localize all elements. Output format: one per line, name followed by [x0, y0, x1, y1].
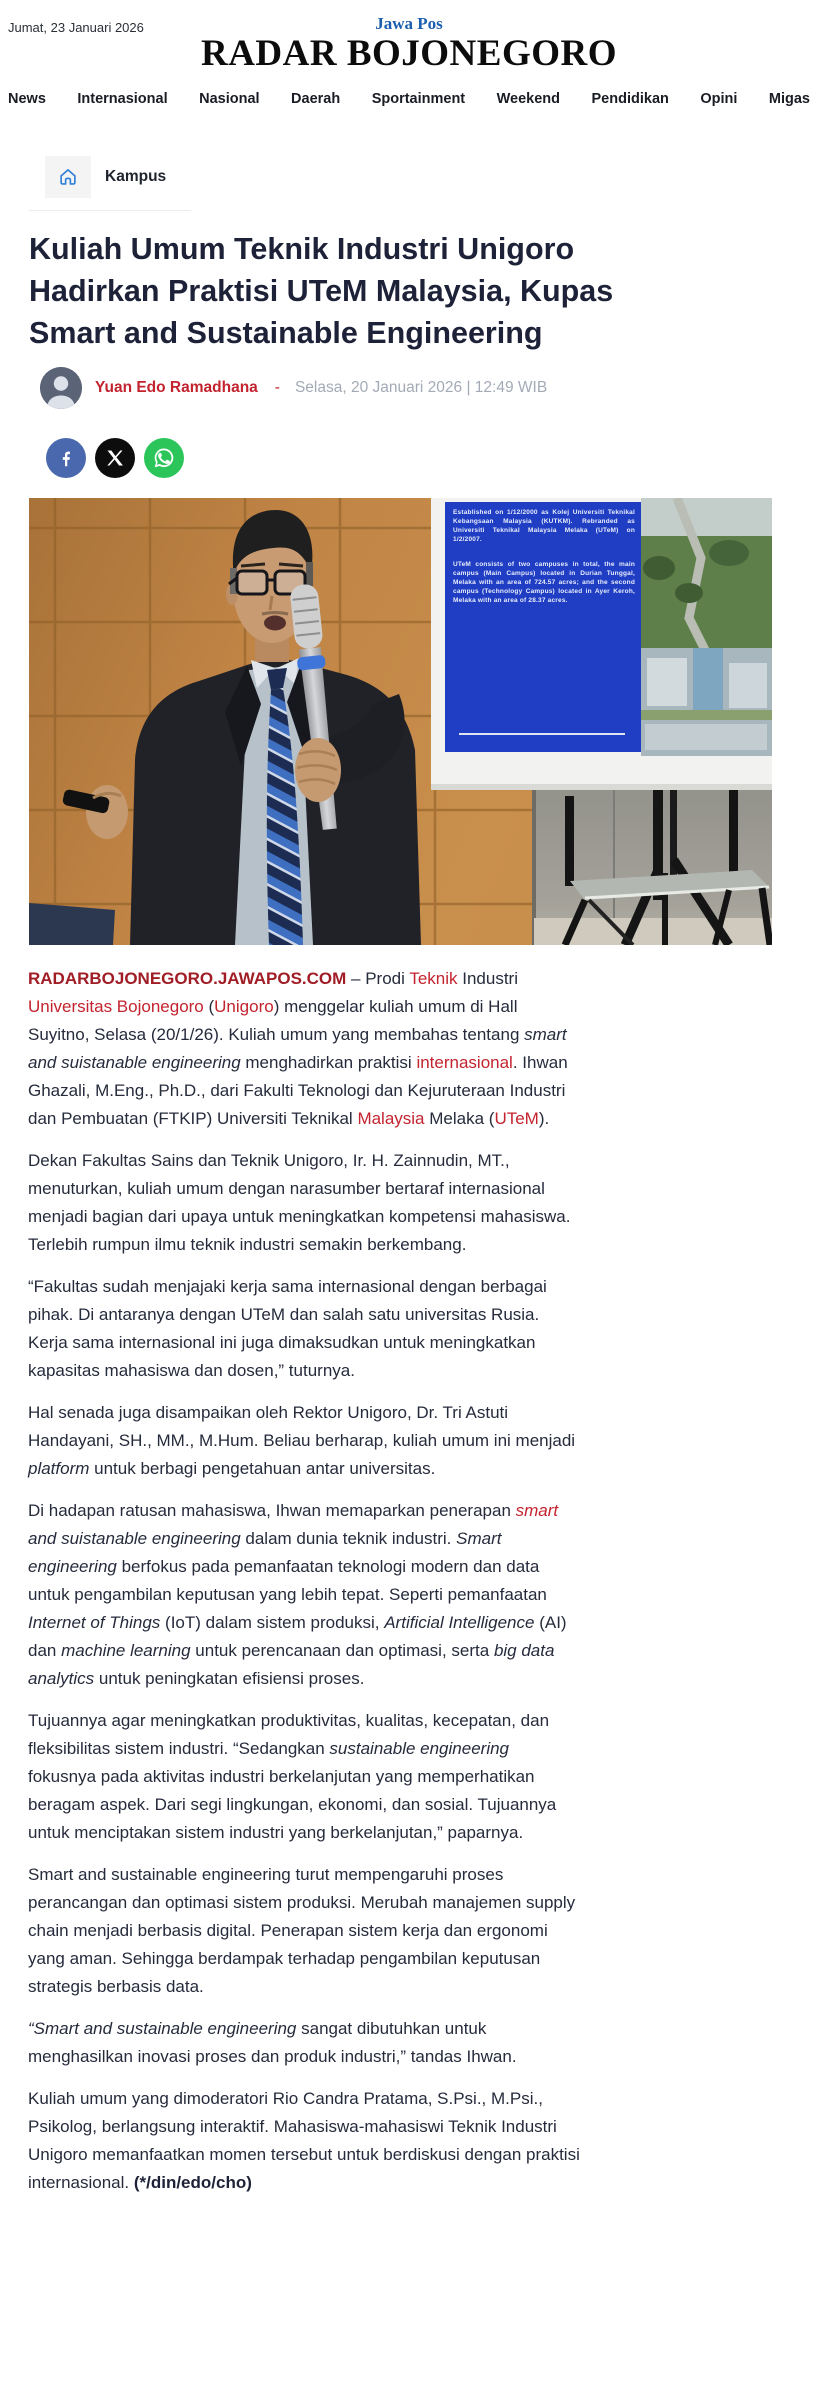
text-segment: “Smart and sustainable engineering — [28, 2019, 297, 2038]
text-segment: menghadirkan praktisi — [240, 1053, 417, 1072]
article-body — [28, 965, 580, 2197]
text-segment: Hal senada juga disampaikan oleh Rektor Unigoro, Dr. Tri Astuti Handayani, SH., MM., M.Hum. Beliau berharap, kuliah umum ini menjadi — [28, 1403, 576, 1450]
text-segment: ( — [203, 997, 215, 1016]
text-segment: fokusnya pada aktivitas industri berkelanjutan yang memperhatikan beragam aspek. Dari segi lingkungan, ekonomi, dan sosial. Tujuannya untuk menciptakan sistem industri yang berkelanjutan,” paparnya. — [28, 1767, 557, 1842]
text-segment: Dekan Fakultas Sains dan Teknik Unigoro, Ir. H. Zainnudin, MT., menuturkan, kuliah umum dengan narasumber bertaraf internasional menjadi bagian dari upaya untuk meningkatkan kompetensi mahasiswa. Terlebih rumpun ilmu teknik industri semakin berkembang. — [28, 1151, 571, 1254]
nav-item-internasional[interactable]: Internasional — [77, 91, 168, 107]
nav-item-sportainment[interactable]: Sportainment — [371, 91, 466, 107]
author-row — [40, 367, 818, 409]
share-whatsapp-button[interactable] — [144, 438, 184, 478]
article-title — [29, 228, 789, 354]
article-paragraph — [28, 1273, 580, 1385]
text-segment: . Ihwan Ghazali, M.Eng., Ph.D., dari Fakulti Teknologi dan Kejuruteraan Industri dan Pembuatan (FTKIP) Universiti Teknikal — [28, 1053, 568, 1128]
article-paragraph — [28, 1707, 580, 1847]
inline-link[interactable]: internasional — [416, 1053, 513, 1072]
article-paragraph — [28, 1861, 580, 2001]
current-date: Jumat, 23 Januari 2026 — [8, 20, 144, 35]
article-image — [29, 498, 772, 945]
home-button[interactable] — [45, 156, 91, 198]
text-segment: platform — [28, 1459, 90, 1478]
article-paragraph — [28, 2085, 580, 2197]
title-line-2: Hadirkan Praktisi UTeM Malaysia, Kupas — [29, 274, 614, 308]
breadcrumb-category[interactable]: Kampus — [105, 168, 167, 185]
slide-paragraph-2: UTeM consists of two campuses in total, the main campus (Main Campus) located in Durian Tunggal, Melaka with an area of 724.57 acres; and the second campus (Technology Campus) located in Ayer Keroh, Melaka with an area of 28.37 acres. — [453, 561, 635, 604]
text-segment: untuk peningkatan efisiensi proses. — [94, 1669, 365, 1688]
inline-link[interactable]: smart — [515, 1501, 559, 1520]
text-segment: untuk berbagi pengetahuan antar universitas. — [89, 1459, 436, 1478]
text-segment: smart and suistanable engineering — [28, 1025, 567, 1072]
share-x-button[interactable] — [95, 438, 135, 478]
author-name[interactable]: Yuan Edo Ramadhana — [95, 379, 258, 396]
title-line-3: Smart and Sustainable Engineering — [29, 316, 543, 350]
avatar — [40, 367, 82, 409]
brand-radar-bojonegoro[interactable]: RADAR BOJONEGORO — [200, 33, 618, 74]
nav-item-news[interactable]: News — [8, 91, 46, 107]
nav-item-migas[interactable]: Migas — [768, 91, 810, 107]
whatsapp-icon — [152, 446, 176, 470]
text-segment: Artificial Intelligence — [384, 1613, 535, 1632]
nav-item-weekend[interactable]: Weekend — [496, 91, 561, 107]
text-segment: big data analytics — [28, 1641, 555, 1688]
article-paragraph — [28, 2015, 580, 2071]
text-segment: (IoT) dalam sistem produksi, — [160, 1613, 385, 1632]
text-segment: and suistanable engineering — [28, 1529, 241, 1548]
inline-link[interactable]: Malaysia — [357, 1109, 425, 1128]
text-segment: “Fakultas sudah menjajaki kerja sama internasional dengan berbagai pihak. Di antaranya dengan UTeM dan salah satu universitas Rusia. Kerja sama internasional ini juga dimaksudkan untuk meningkatkan kapasitas mahasiswa dan dosen,” tuturnya. — [28, 1277, 547, 1380]
text-segment: (*/din/edo/cho) — [133, 2173, 252, 2192]
nav-item-opini[interactable]: Opini — [700, 91, 738, 107]
text-segment: Di hadapan ratusan mahasiswa, Ihwan memaparkan penerapan — [28, 1501, 516, 1520]
nav-item-nasional[interactable]: Nasional — [199, 91, 260, 107]
main-nav — [0, 90, 818, 108]
text-segment: ) menggelar kuliah umum di Hall Suyitno, Selasa (20/1/26). Kuliah umum yang membahas tentang — [28, 997, 525, 1044]
share-row — [46, 438, 818, 478]
text-segment: sangat dibutuhkan untuk menghasilkan inovasi proses dan produk industri,” tandas Ihwan. — [28, 2019, 517, 2066]
inline-link[interactable]: Teknik — [409, 969, 458, 988]
x-icon — [105, 448, 125, 468]
text-segment: berfokus pada pemanfaatan teknologi modern dan data untuk pengambilan keputusan yang lebih tepat. Seperti pemanfaatan — [28, 1557, 547, 1604]
text-segment: dalam dunia teknik industri. — [240, 1529, 457, 1548]
text-segment: – Prodi — [346, 969, 410, 988]
text-segment: Tujuannya agar meningkatkan produktivitas, kualitas, kecepatan, dan fleksibilitas sistem industri. “Sedangkan — [28, 1711, 550, 1758]
share-facebook-button[interactable] — [46, 438, 86, 478]
article-paragraph — [28, 1399, 580, 1483]
text-segment: sustainable engineering — [329, 1739, 510, 1758]
article-paragraph — [28, 1497, 580, 1693]
facebook-icon — [55, 447, 77, 469]
text-segment: Internet of Things — [28, 1613, 161, 1632]
text-segment: Smart and sustainable engineering turut mempengaruhi proses perancangan dan optimasi sistem produksi. Merubah manajemen supply chain menjadi berbasis digital. Penerapan sistem kerja dan ergonomi yang aman. Sehingga berdampak terhadap pengambilan keputusan strategis berbasis data. — [28, 1865, 576, 1996]
brand-jawapos[interactable]: Jawa Pos — [375, 14, 443, 33]
masthead — [0, 0, 818, 74]
text-segment: machine learning — [61, 1641, 191, 1660]
nav-item-daerah[interactable]: Daerah — [291, 91, 341, 107]
text-segment: untuk perencanaan dan optimasi, serta — [190, 1641, 494, 1660]
text-segment: ). — [538, 1109, 550, 1128]
lecture-photo-illustration — [29, 498, 772, 945]
inline-link[interactable]: Universitas Bojonegoro — [28, 997, 204, 1016]
inline-link[interactable]: Unigoro — [214, 997, 274, 1016]
inline-link[interactable]: UTeM — [494, 1109, 539, 1128]
text-segment: Smart engineering — [28, 1529, 502, 1576]
article-paragraph — [28, 965, 580, 1133]
text-segment: Melaka ( — [424, 1109, 495, 1128]
author-separator: - — [274, 379, 280, 396]
article-paragraph — [28, 1147, 580, 1259]
title-line-1: Kuliah Umum Teknik Industri Unigoro — [29, 232, 575, 266]
person-silhouette-icon — [40, 367, 82, 409]
slide-paragraph-1: Established on 1/12/2000 as Kolej Universiti Teknikal Kebangsaan Malaysia (KUTKM). Rebranded as Universiti Teknikal Malaysia Melaka (UTeM) on 1/2/2007. — [453, 509, 635, 543]
text-segment: Kuliah umum yang dimoderatori Rio Candra Pratama, S.Psi., M.Psi., Psikolog, berlangsung interaktif. Mahasiswa-mahasiswi Teknik Industri Unigoro memanfaatkan momen tersebut untuk berdiskusi dengan praktisi internasional. — [28, 2089, 580, 2192]
text-segment: (AI) dan — [28, 1613, 567, 1660]
publish-date: Selasa, 20 Januari 2026 | 12:49 WIB — [294, 379, 548, 396]
text-segment: Industri — [457, 969, 518, 988]
nav-item-pendidikan[interactable]: Pendidikan — [591, 91, 669, 107]
home-icon — [57, 166, 79, 188]
inline-link[interactable]: RADARBOJONEGORO.JAWAPOS.COM — [28, 969, 347, 988]
breadcrumb — [29, 156, 191, 211]
